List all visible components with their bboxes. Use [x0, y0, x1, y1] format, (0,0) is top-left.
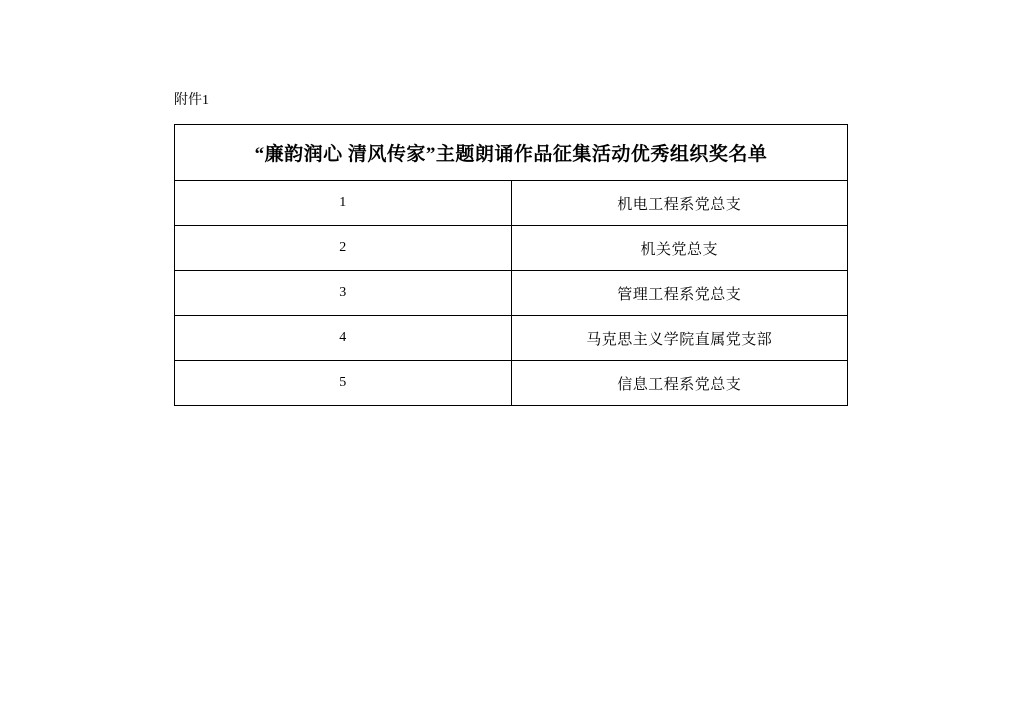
table-row — [175, 181, 848, 226]
table-title: “廉韵润心 清风传家”主题朗诵作品征集活动优秀组织奖名单 — [175, 125, 848, 181]
award-name-list-table — [174, 124, 848, 406]
row-name: 信息工程系党总支 — [511, 361, 848, 406]
row-index: 3 — [175, 271, 512, 316]
table-row — [175, 226, 848, 271]
table-row — [175, 361, 848, 406]
row-index: 1 — [175, 181, 512, 226]
row-index: 5 — [175, 361, 512, 406]
table-row — [175, 271, 848, 316]
table-row — [175, 316, 848, 361]
row-name: 机电工程系党总支 — [511, 181, 848, 226]
attachment-label: 附件1 — [174, 93, 209, 108]
row-index: 4 — [175, 316, 512, 361]
row-index: 2 — [175, 226, 512, 271]
row-name: 机关党总支 — [511, 226, 848, 271]
row-name: 马克思主义学院直属党支部 — [511, 316, 848, 361]
row-name: 管理工程系党总支 — [511, 271, 848, 316]
table-title-row — [175, 125, 848, 181]
